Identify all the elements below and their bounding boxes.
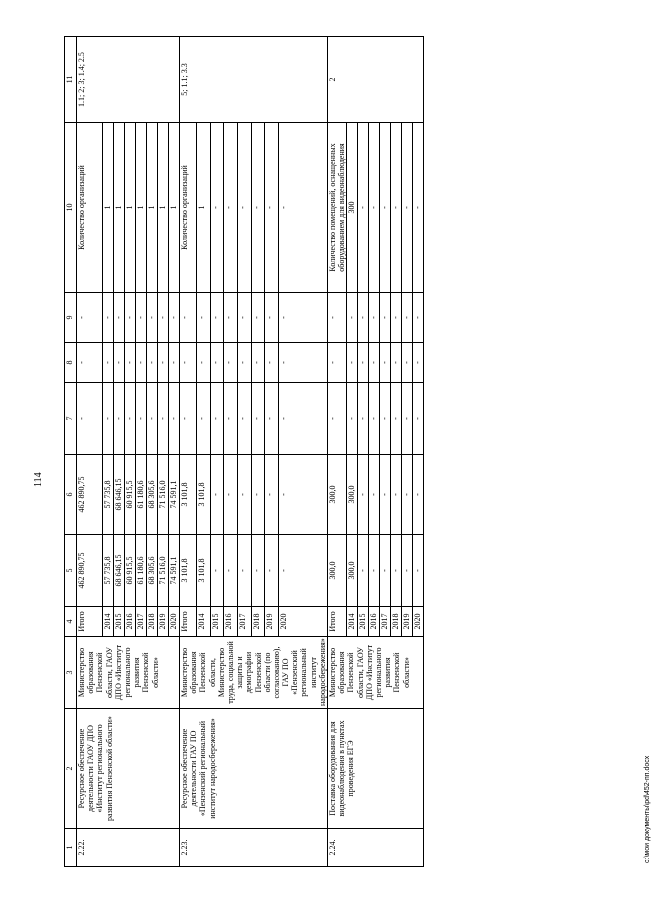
federal-budget-cell: - [402,383,413,455]
year-cell: 2017 [380,607,391,637]
total-amount-cell: 68 305,6 [147,535,158,607]
total-amount-cell: 60 915,5 [125,535,136,607]
header-cell: 6 [65,455,77,535]
federal-budget-cell: - [210,383,224,455]
row-number: 2.24. [328,829,424,867]
other-sources-cell: - [391,293,402,343]
regional-budget-cell: - [358,455,369,535]
other-sources-cell: - [237,293,251,343]
footer-path: c:\мои документы\pd\452-пп.docx [644,755,651,863]
table-row [77,37,103,867]
total-amount-cell: 300,0 [347,535,358,607]
indicator-name: Количество помещений, оснащенных оборудованием для видеонаблюдения [328,143,347,272]
federal-budget-cell: - [103,383,114,455]
total-amount-cell: - [265,535,279,607]
indicator-value: 1 [197,123,211,293]
indicator-value: - [369,123,380,293]
year-cell: 2018 [147,607,158,637]
regional-budget-cell: 462 890,75 [77,455,103,535]
local-budget-cell: - [358,343,369,383]
indicator-value: 1 [147,123,158,293]
indicator-value: 1 [114,123,125,293]
regional-budget-cell: 3 101,8 [180,455,197,535]
indicator-value: - [251,123,265,293]
federal-budget-cell: - [77,383,103,455]
total-amount-cell: - [358,535,369,607]
local-budget-cell: - [278,343,327,383]
regional-budget-cell: 68 305,6 [147,455,158,535]
indicator-cell [328,123,347,293]
year-cell: 2014 [347,607,358,637]
row-number: 2.22. [77,829,180,867]
local-budget-cell: - [347,343,358,383]
local-budget-cell: - [169,343,180,383]
total-amount-cell: - [402,535,413,607]
total-amount-cell: 71 516,0 [158,535,169,607]
header-cell: 5 [65,535,77,607]
measure-name: Ресурсное обеспечение деятельности ГАОУ ДПО «Институт регионального развития Пензенской области» [77,709,180,829]
other-sources-cell: - [402,293,413,343]
indicator-value: 300 [347,123,358,293]
federal-budget-cell: - [413,383,424,455]
local-budget-cell: - [103,343,114,383]
regional-budget-cell: 300,0 [347,455,358,535]
other-sources-cell: - [210,293,224,343]
year-cell: 2015 [210,607,224,637]
indicator-value: 1 [158,123,169,293]
federal-budget-cell: - [224,383,238,455]
regional-budget-cell: 71 516,0 [158,455,169,535]
header-cell: 9 [65,293,77,343]
header-cell: 10 [65,123,77,293]
year-cell: 2019 [265,607,279,637]
local-budget-cell: - [147,343,158,383]
federal-budget-cell: - [147,383,158,455]
other-sources-cell: - [197,293,211,343]
indicator-value: 1 [136,123,147,293]
local-budget-cell: - [413,343,424,383]
indicator-value: - [391,123,402,293]
year-cell: Итого [328,607,347,637]
year-cell: 2016 [224,607,238,637]
total-amount-cell: - [210,535,224,607]
year-cell: 2018 [391,607,402,637]
regional-budget-cell: 57 735,8 [103,455,114,535]
federal-budget-cell: - [180,383,197,455]
row-number: 2.23. [180,829,328,867]
year-cell: Итого [77,607,103,637]
regional-budget-cell: - [402,455,413,535]
regional-budget-cell: - [369,455,380,535]
federal-budget-cell: - [169,383,180,455]
local-budget-cell: - [328,343,347,383]
indicator-value: 1 [169,123,180,293]
year-cell: 2016 [369,607,380,637]
indicator-value: - [237,123,251,293]
other-sources-cell: - [265,293,279,343]
regional-budget-cell: 68 646,15 [114,455,125,535]
page-number: 114 [33,472,44,487]
total-amount-cell: 68 646,15 [114,535,125,607]
target-refs: 2 [328,37,424,123]
year-cell: 2017 [136,607,147,637]
other-sources-cell: - [77,293,103,343]
federal-budget-cell: - [391,383,402,455]
year-cell: Итого [180,607,197,637]
regional-budget-cell: - [265,455,279,535]
indicator-name: Количество организаций [77,165,86,250]
indicator-value: - [278,123,327,293]
other-sources-cell: - [380,293,391,343]
local-budget-cell: - [197,343,211,383]
federal-budget-cell: - [197,383,211,455]
header-cell: 4 [65,607,77,637]
program-table [64,36,424,867]
regional-budget-cell: - [380,455,391,535]
regional-budget-cell: 3 101,8 [197,455,211,535]
executor-name: Министерство образования Пензенской области, ГАОУ ДПО «Институт регионального развития Пензенской области» [77,637,180,709]
indicator-cell [180,123,197,293]
other-sources-cell: - [103,293,114,343]
regional-budget-cell: - [278,455,327,535]
other-sources-cell: - [125,293,136,343]
other-sources-cell: - [147,293,158,343]
indicator-value: - [380,123,391,293]
regional-budget-cell: - [251,455,265,535]
other-sources-cell: - [369,293,380,343]
local-budget-cell: - [158,343,169,383]
indicator-value: - [402,123,413,293]
year-cell: 2014 [103,607,114,637]
regional-budget-cell: - [391,455,402,535]
total-amount-cell: - [413,535,424,607]
local-budget-cell: - [402,343,413,383]
other-sources-cell: - [251,293,265,343]
local-budget-cell: - [265,343,279,383]
total-amount-cell: 74 591,1 [169,535,180,607]
total-amount-cell: 300,0 [328,535,347,607]
federal-budget-cell: - [347,383,358,455]
federal-budget-cell: - [278,383,327,455]
local-budget-cell: - [136,343,147,383]
local-budget-cell: - [369,343,380,383]
local-budget-cell: - [380,343,391,383]
target-refs: 1.1; 2; 3; 1.4; 2.5 [77,37,180,123]
indicator-value: 1 [125,123,136,293]
other-sources-cell: - [180,293,197,343]
total-amount-cell: - [237,535,251,607]
indicator-value: - [413,123,424,293]
regional-budget-cell: 300,0 [328,455,347,535]
local-budget-cell: - [237,343,251,383]
local-budget-cell: - [125,343,136,383]
federal-budget-cell: - [125,383,136,455]
indicator-cell [77,123,103,293]
rotated-content [33,52,651,867]
local-budget-cell: - [77,343,103,383]
federal-budget-cell: - [380,383,391,455]
other-sources-cell: - [224,293,238,343]
federal-budget-cell: - [265,383,279,455]
year-cell: 2014 [197,607,211,637]
year-cell: 2016 [125,607,136,637]
local-budget-cell: - [391,343,402,383]
other-sources-cell: - [358,293,369,343]
federal-budget-cell: - [237,383,251,455]
year-cell: 2015 [358,607,369,637]
indicator-value: 1 [103,123,114,293]
federal-budget-cell: - [358,383,369,455]
year-cell: 2020 [169,607,180,637]
measure-name: Ресурсное обеспечение деятельности ГАУ ПО «Пензенский региональный институт народосбережения» [180,709,328,829]
federal-budget-cell: - [328,383,347,455]
federal-budget-cell: - [369,383,380,455]
other-sources-cell: - [278,293,327,343]
header-cell: 1 [65,829,77,867]
year-cell: 2015 [114,607,125,637]
year-cell: 2019 [402,607,413,637]
regional-budget-cell: - [210,455,224,535]
regional-budget-cell: - [413,455,424,535]
indicator-name: Количество организаций [180,165,189,250]
other-sources-cell: - [169,293,180,343]
other-sources-cell: - [136,293,147,343]
header-cell: 11 [65,37,77,123]
total-amount-cell: - [391,535,402,607]
federal-budget-cell: - [136,383,147,455]
executor-name: Министерство образования Пензенской области, ГАОУ ДПО «Институт регионального развития Пензенской области» [328,637,424,709]
year-cell: 2018 [251,607,265,637]
regional-budget-cell: 60 915,5 [125,455,136,535]
header-row [65,37,77,867]
header-cell: 7 [65,383,77,455]
target-refs: 5; 1.1; 3.3 [180,37,328,123]
indicator-value: - [265,123,279,293]
header-cell: 2 [65,709,77,829]
regional-budget-cell: 61 180,6 [136,455,147,535]
table-row [180,37,197,867]
year-cell: 2017 [237,607,251,637]
total-amount-cell: 57 735,8 [103,535,114,607]
local-budget-cell: - [180,343,197,383]
header-cell: 8 [65,343,77,383]
regional-budget-cell: - [237,455,251,535]
regional-budget-cell: - [224,455,238,535]
federal-budget-cell: - [114,383,125,455]
federal-budget-cell: - [251,383,265,455]
local-budget-cell: - [210,343,224,383]
local-budget-cell: - [224,343,238,383]
total-amount-cell: - [380,535,391,607]
regional-budget-cell: 74 591,1 [169,455,180,535]
total-amount-cell: - [251,535,265,607]
year-cell: 2020 [278,607,327,637]
other-sources-cell: - [413,293,424,343]
other-sources-cell: - [114,293,125,343]
total-amount-cell: 61 180,6 [136,535,147,607]
federal-budget-cell: - [158,383,169,455]
local-budget-cell: - [114,343,125,383]
total-amount-cell: 3 101,8 [197,535,211,607]
total-amount-cell: - [369,535,380,607]
executor-name: Министерство образования Пензенской области, Министерство труда, социальной защиты и демографии Пензенской области (по согласованию), ГАУ ПО «Пензенский региональный институт народосбережения» [180,637,328,709]
year-cell: 2019 [158,607,169,637]
indicator-value: - [224,123,238,293]
total-amount-cell: 3 101,8 [180,535,197,607]
other-sources-cell: - [158,293,169,343]
total-amount-cell: 462 890,75 [77,535,103,607]
header-cell: 3 [65,637,77,709]
table-row [328,37,347,867]
measure-name: Поставка оборудования для видеонаблюдения в пунктах проведения ЕГЭ [328,709,424,829]
other-sources-cell: - [347,293,358,343]
total-amount-cell: - [278,535,327,607]
local-budget-cell: - [251,343,265,383]
other-sources-cell: - [328,293,347,343]
year-cell: 2020 [413,607,424,637]
total-amount-cell: - [224,535,238,607]
indicator-value: - [358,123,369,293]
indicator-value: - [210,123,224,293]
